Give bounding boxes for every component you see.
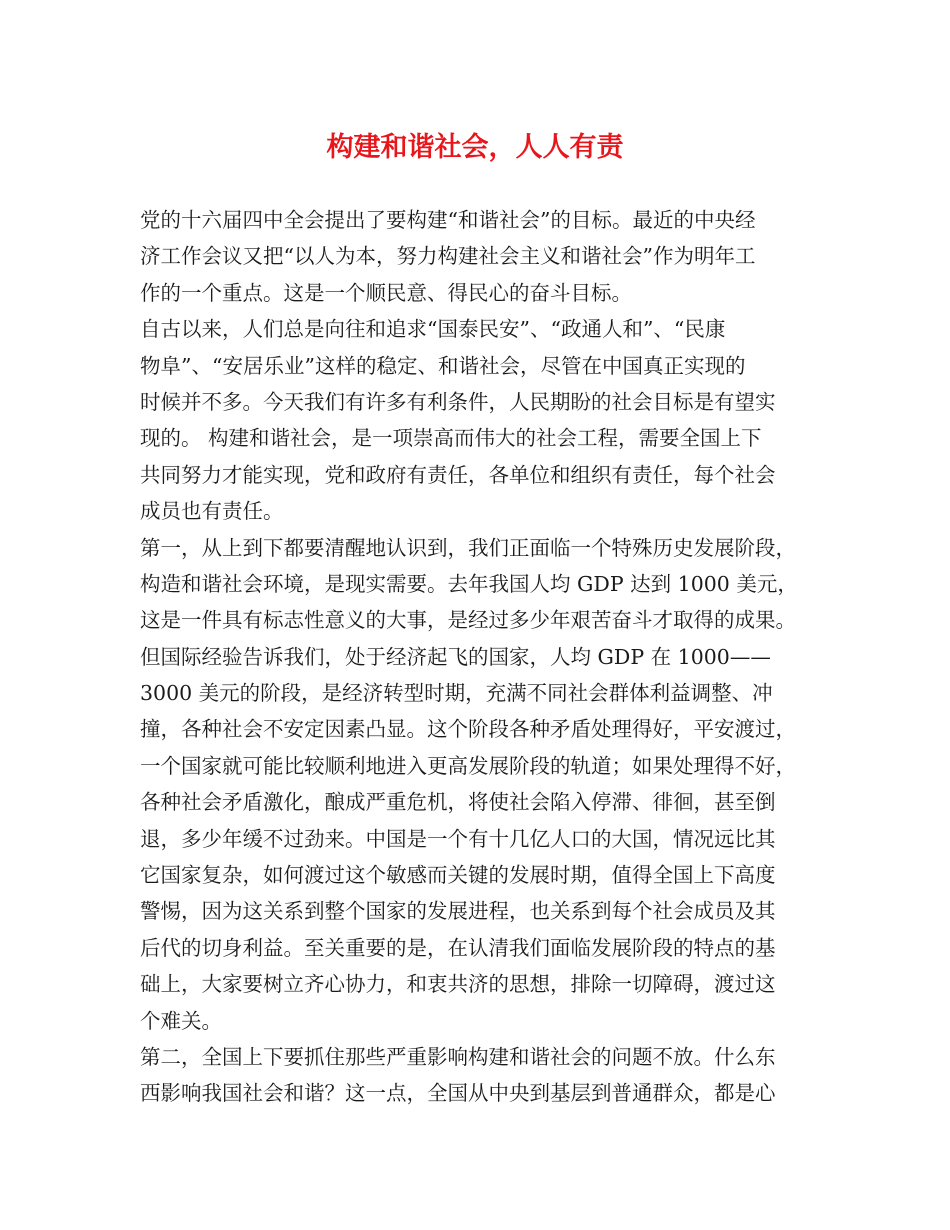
document-title: 构建和谐社会，人人有责 bbox=[326, 132, 624, 163]
body-line: 共同努力才能实现，党和政府有责任，各单位和组织有责任，每个社会 bbox=[140, 462, 776, 487]
body-line: 一个国家就可能比较顺利地进入更高发展阶段的轨道；如果处理得不好， bbox=[140, 753, 796, 778]
body-line: 西影响我国社会和谐？这一点，全国从中央到基层到普通群众，都是心 bbox=[140, 1081, 776, 1106]
body-line: 现的。 构建和谐社会，是一项崇高而伟大的社会工程，需要全国上下 bbox=[140, 426, 762, 451]
body-line: 撞，各种社会不安定因素凸显。这个阶段各种矛盾处理得好，平安渡过， bbox=[140, 717, 796, 742]
body-line: 构造和谐社会环境，是现实需要。去年我国人均 GDP 达到 1000 美元， bbox=[140, 571, 798, 596]
body-line: 但国际经验告诉我们，处于经济起飞的国家，人均 GDP 在 1000—— bbox=[140, 644, 771, 669]
body-line: 济工作会议又把“以人为本，努力构建社会主义和谐社会”作为明年工 bbox=[140, 244, 756, 269]
body-line: 础上，大家要树立齐心协力，和衷共济的思想，排除一切障碍，渡过这 bbox=[140, 972, 776, 997]
body-line: 个难关。 bbox=[140, 1008, 222, 1033]
body-line: 3000 美元的阶段，是经济转型时期，充满不同社会群体利益调整、冲 bbox=[140, 681, 773, 706]
body-line: 警惕，因为这关系到整个国家的发展进程，也关系到每个社会成员及其 bbox=[140, 899, 776, 924]
body-line: 第二，全国上下要抓住那些严重影响构建和谐社会的问题不放。什么东 bbox=[140, 1044, 776, 1069]
body-line: 成员也有责任。 bbox=[140, 499, 284, 524]
body-line: 自古以来，人们总是向往和追求“国泰民安”、“政通人和”、“民康 bbox=[140, 317, 726, 342]
body-line: 这是一件具有标志性意义的大事，是经过多少年艰苦奋斗才取得的成果。 bbox=[140, 608, 796, 633]
body-line: 作的一个重点。这是一个顺民意、得民心的奋斗目标。 bbox=[140, 280, 632, 305]
body-line: 各种社会矛盾激化，酿成严重危机，将使社会陷入停滞、徘徊，甚至倒 bbox=[140, 790, 776, 815]
body-line: 第一，从上到下都要清醒地认识到，我们正面临一个特殊历史发展阶段， bbox=[140, 535, 796, 560]
document-body bbox=[140, 202, 830, 1112]
body-line: 时候并不多。今天我们有许多有利条件，人民期盼的社会目标是有望实 bbox=[140, 389, 776, 414]
body-line: 物阜”、“安居乐业”这样的稳定、和谐社会，尽管在中国真正实现的 bbox=[140, 353, 746, 378]
body-line: 后代的切身利益。至关重要的是，在认清我们面临发展阶段的特点的基 bbox=[140, 935, 776, 960]
body-line: 党的十六届四中全会提出了要构建“和谐社会”的目标。最近的中央经 bbox=[140, 208, 756, 232]
body-line: 它国家复杂，如何渡过这个敏感而关键的发展时期，值得全国上下高度 bbox=[140, 863, 776, 888]
body-line: 退，多少年缓不过劲来。中国是一个有十几亿人口的大国，情况远比其 bbox=[140, 826, 776, 851]
